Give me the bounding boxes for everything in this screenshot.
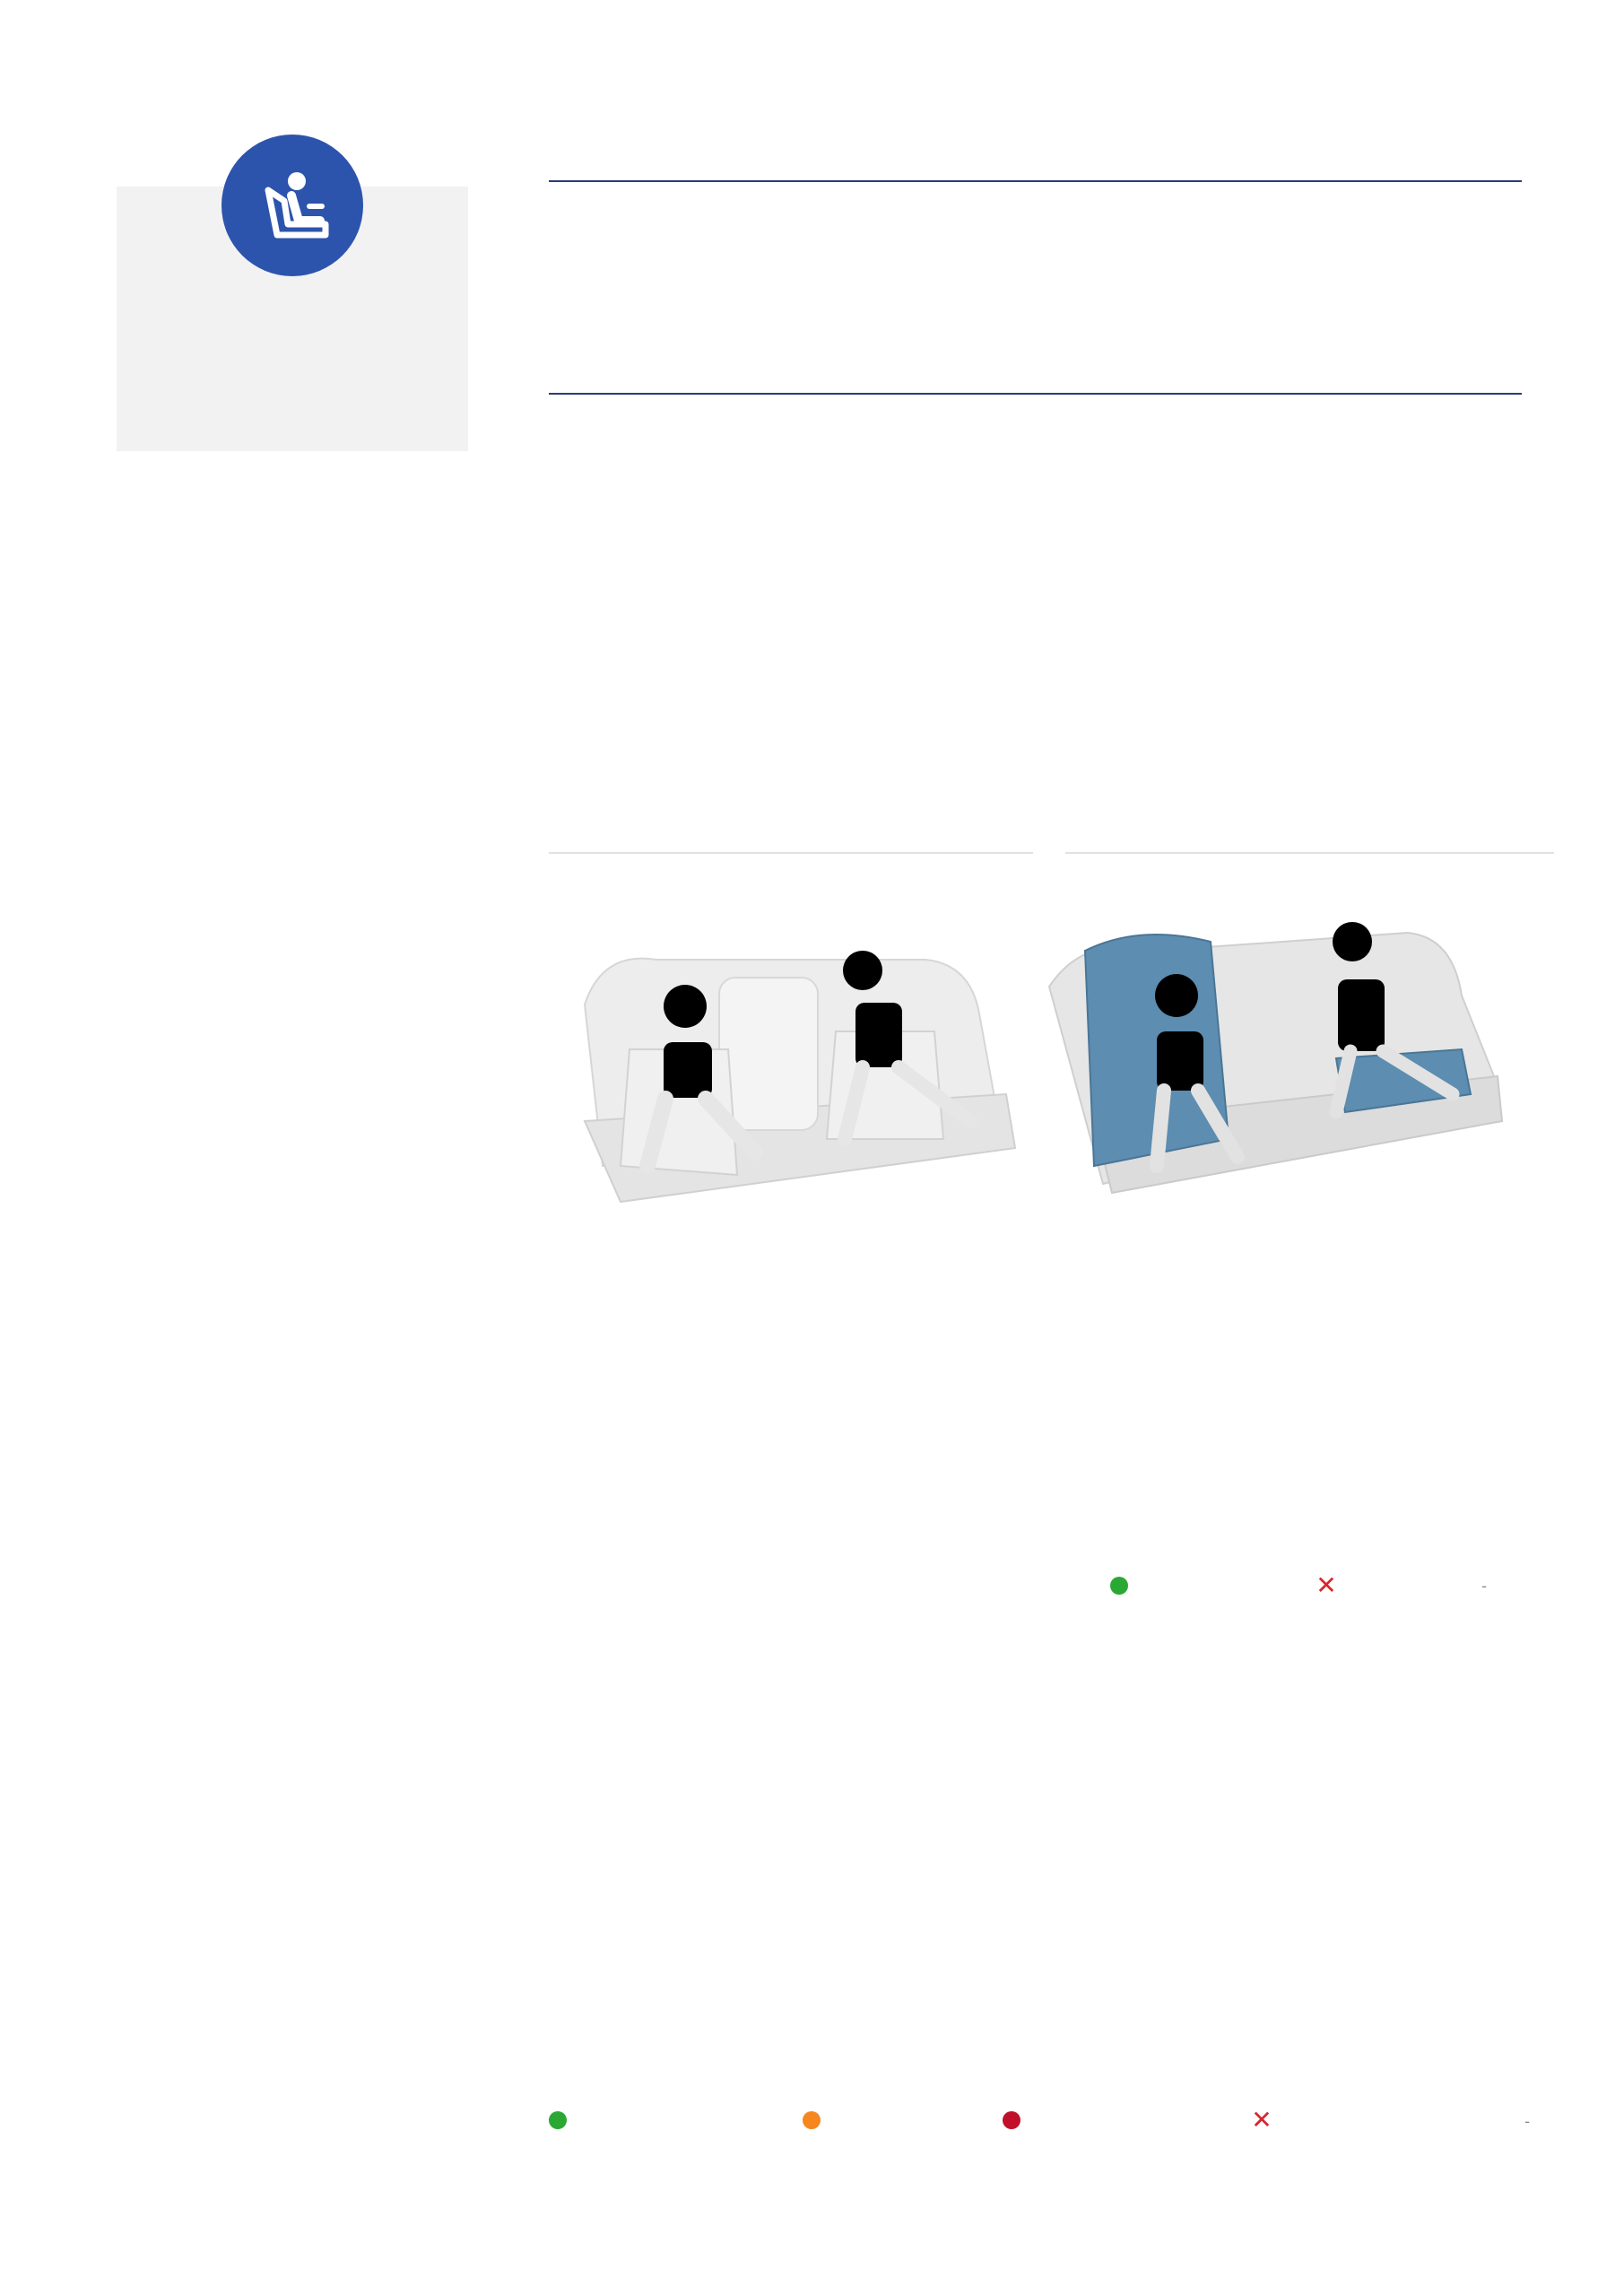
- score-value-front: [549, 236, 554, 257]
- summary-text: [531, 484, 1522, 501]
- legend-fitted-dot: [1110, 1577, 1128, 1595]
- score-value-installation: [858, 236, 864, 257]
- legend-crt-na-label: -: [1524, 2113, 1535, 2131]
- frontal-test-illustration: [549, 897, 1024, 1220]
- legend-cross-icon: ✕: [1316, 1570, 1337, 1600]
- frontal-10yr-chest: [855, 1003, 902, 1067]
- frontal-6yr-head: [664, 985, 707, 1028]
- frontal-10yr-head: [843, 951, 882, 990]
- legend-na-label: -: [1481, 1578, 1492, 1596]
- score-bottom-rule: [549, 393, 1522, 395]
- legend-care-dot: [803, 2111, 821, 2129]
- legend-ok-dot: [549, 2111, 567, 2129]
- page-header: [1501, 77, 1512, 99]
- side-test-rule: [1065, 852, 1554, 854]
- score-top-rule: [549, 180, 1522, 182]
- score-value-side: [549, 317, 554, 338]
- side-10yr-head: [1333, 922, 1372, 961]
- legend-not-allowed-icon: ✕: [1251, 2105, 1272, 2135]
- frontal-6yr-chest: [664, 1042, 712, 1098]
- score-value-onboard: [858, 317, 864, 338]
- side-6yr-chest: [1157, 1031, 1203, 1091]
- child-seat-icon: [221, 135, 363, 276]
- side-10yr-chest: [1338, 979, 1385, 1051]
- side-6yr-head: [1155, 974, 1198, 1017]
- side-test-illustration: [1031, 897, 1515, 1220]
- frontal-test-rule: [549, 852, 1033, 854]
- legend-unsafe-dot: [1003, 2111, 1020, 2129]
